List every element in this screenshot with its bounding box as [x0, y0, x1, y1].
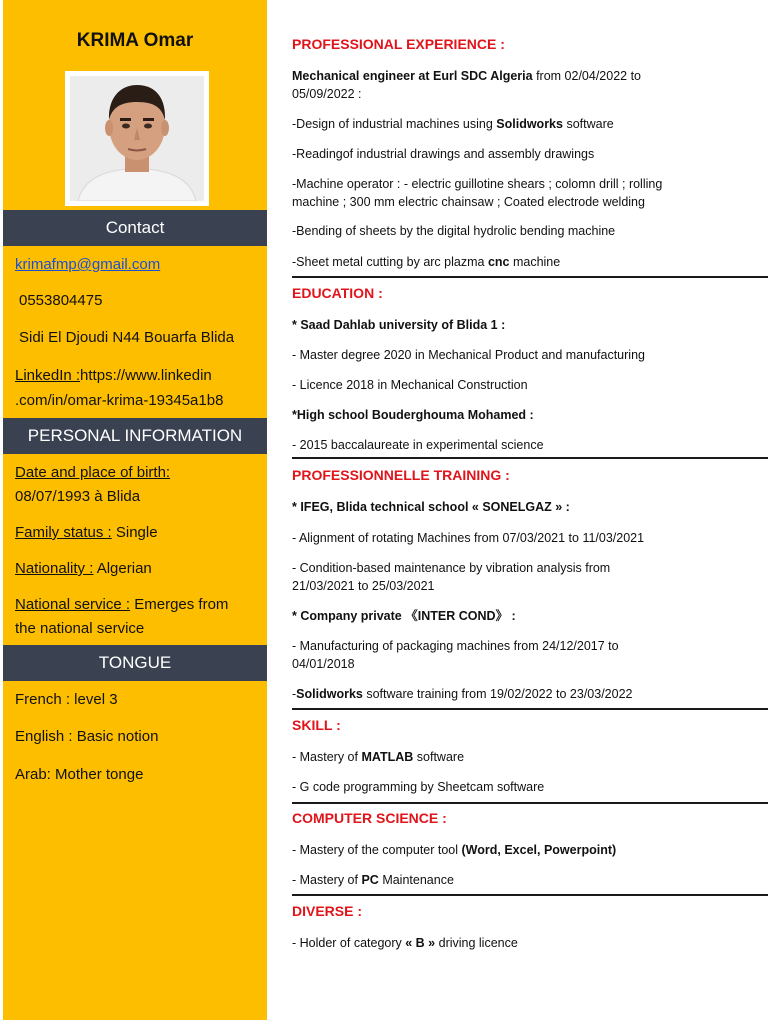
- experience-item: -Readingof industrial drawings and assembly drawings: [292, 147, 595, 161]
- family-status: [15, 522, 158, 544]
- language-item: French : level 3: [15, 691, 118, 708]
- main-content: [292, 0, 768, 1024]
- text-bold: « B »: [405, 936, 436, 950]
- experience-item: [292, 253, 722, 271]
- text-part: software training from 19/02/2022 to 23/03/2022: [362, 687, 633, 701]
- linkedin-url-2[interactable]: .com/in/omar-krima-19345a1b8: [15, 392, 224, 409]
- text-bold: *High school Bouderghouma Mohamed :: [292, 408, 534, 422]
- birth-value: 08/07/1993 à Blida: [15, 488, 141, 505]
- education-item: - Licence 2018 in Mechanical Construction: [292, 378, 528, 392]
- education-school: [292, 316, 722, 334]
- experience-item: -Bending of sheets by the digital hydrolic bending machine: [292, 224, 616, 238]
- address: Sidi El Djoudi N44 Bouarfa Blida: [19, 329, 235, 346]
- language-item: Arab: Mother tonge: [15, 766, 144, 783]
- experience-item: -Machine operator : - electric guillotine shears ; colomn drill ; rolling: [292, 177, 663, 191]
- training-item: - Manufacturing of packaging machines from 24/12/2017 to: [292, 639, 619, 653]
- diverse-heading: DIVERSE :: [292, 903, 363, 919]
- profile-photo: [65, 71, 209, 206]
- text-bold: Solidworks: [296, 687, 363, 701]
- phone-number: 0553804475: [19, 292, 103, 309]
- text-part: -Design of industrial machines using: [292, 117, 497, 131]
- full-name: KRIMA Omar: [76, 30, 194, 51]
- computer-item: [292, 841, 722, 859]
- experience-item-cont: machine ; 300 mm electric chainsaw ; Coated electrode welding: [292, 195, 645, 209]
- education-heading: EDUCATION :: [292, 285, 383, 301]
- sidebar: [3, 0, 267, 1020]
- education-item: - Master degree 2020 in Mechanical Product and manufacturing: [292, 348, 645, 362]
- email-link[interactable]: krimafmp@gmail.com: [15, 256, 161, 273]
- training-item-cont: 21/03/2021 to 25/03/2021: [292, 579, 435, 593]
- email-row: [15, 254, 160, 276]
- text-part: - Mastery of: [292, 873, 362, 887]
- service-label: National service :: [15, 596, 131, 613]
- text-part: machine: [509, 255, 561, 269]
- text-part: - Mastery of: [292, 750, 362, 764]
- text-part: -: [292, 687, 297, 701]
- skill-item: - G code programming by Sheetcam software: [292, 780, 545, 794]
- nationality: [15, 558, 152, 580]
- contact-header: Contact: [3, 210, 267, 246]
- experience-item: [292, 115, 722, 133]
- linkedin-row: [15, 365, 212, 387]
- text-part: driving licence: [435, 936, 518, 950]
- skill-heading: SKILL :: [292, 717, 341, 733]
- experience-heading: PROFESSIONAL EXPERIENCE :: [292, 36, 505, 52]
- family-value: Single: [115, 524, 158, 541]
- text-part: - Holder of category: [292, 936, 406, 950]
- tongue-header: TONGUE: [3, 645, 267, 681]
- linkedin-label: LinkedIn :: [15, 367, 81, 384]
- computer-heading: COMPUTER SCIENCE :: [292, 810, 447, 826]
- text-bold: * Saad Dahlab university of Blida 1 :: [292, 318, 506, 332]
- training-item: - Condition-based maintenance by vibration analysis from: [292, 561, 611, 575]
- section-divider: [292, 457, 768, 459]
- training-heading: PROFESSIONNELLE TRAINING :: [292, 467, 510, 483]
- skill-item: [292, 748, 722, 766]
- service-value-2: the national service: [15, 620, 145, 637]
- training-item: - Alignment of rotating Machines from 07/03/2021 to 11/03/2021: [292, 531, 645, 545]
- nationality-value: Algerian: [96, 560, 152, 577]
- text-part: Maintenance: [378, 873, 454, 887]
- national-service: [15, 594, 228, 616]
- text-bold: Solidworks: [496, 117, 563, 131]
- text-part: software: [562, 117, 614, 131]
- birth-label-row: [15, 462, 170, 484]
- section-divider: [292, 894, 768, 896]
- training-org: [292, 498, 722, 516]
- text-bold: (Word, Excel, Powerpoint): [461, 843, 617, 857]
- training-item-cont: 04/01/2018: [292, 657, 355, 671]
- linkedin-url-1[interactable]: https://www.linkedin: [80, 367, 212, 384]
- job-title-line: [292, 67, 722, 85]
- training-item: [292, 685, 722, 703]
- nationality-label: Nationality :: [15, 560, 94, 577]
- computer-item: [292, 871, 722, 889]
- portrait-illustration: [70, 76, 204, 201]
- personal-info-header: PERSONAL INFORMATION: [3, 418, 267, 454]
- diverse-item: [292, 934, 722, 952]
- job-period-1: from 02/04/2022 to: [536, 69, 642, 83]
- text-bold: * Company private 《INTER COND》 :: [292, 609, 516, 623]
- section-divider: [292, 708, 768, 710]
- job-period-2: 05/09/2022 :: [292, 87, 362, 101]
- text-part: -Sheet metal cutting by arc plazma: [292, 255, 488, 269]
- text-bold: cnc: [487, 255, 510, 269]
- job-title: Mechanical engineer at Eurl SDC Algeria: [292, 69, 533, 83]
- section-divider: [292, 276, 768, 278]
- education-school: [292, 406, 722, 424]
- text-bold: PC: [361, 873, 379, 887]
- text-part: - Mastery of the computer tool: [292, 843, 462, 857]
- text-bold: * IFEG, Blida technical school « SONELGAZ » :: [292, 500, 570, 514]
- training-org: [292, 607, 722, 625]
- education-item: - 2015 baccalaureate in experimental science: [292, 438, 544, 452]
- birth-label: Date and place of birth:: [15, 464, 171, 481]
- text-part: software: [413, 750, 465, 764]
- service-value-1: Emerges from: [134, 596, 229, 613]
- text-bold: MATLAB: [361, 750, 414, 764]
- section-divider: [292, 802, 768, 804]
- family-label: Family status :: [15, 524, 112, 541]
- portrait-image: [70, 76, 204, 201]
- language-item: English : Basic notion: [15, 728, 159, 745]
